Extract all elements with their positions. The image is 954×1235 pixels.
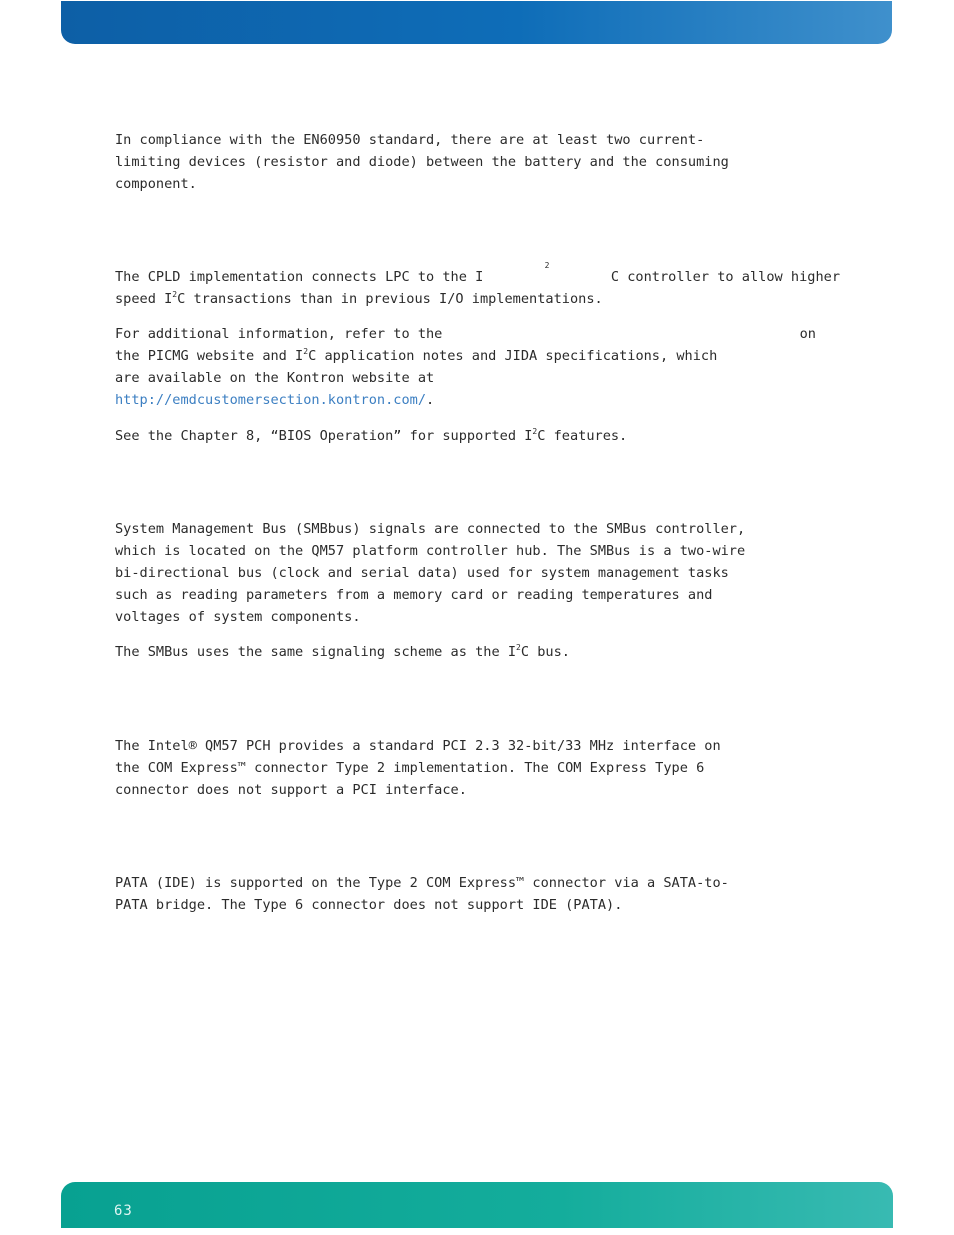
text-line: which is located on the QM57 platform controller hub. The SMBus is a two-wire bbox=[115, 543, 746, 559]
text-line: connector does not support a PCI interface. bbox=[115, 782, 467, 798]
text-line: PATA bridge. The Type 6 connector does not support IDE (PATA). bbox=[115, 897, 623, 913]
superscript: 2 bbox=[172, 290, 178, 299]
text-line: bi-directional bus (clock and serial data) used for system management tasks bbox=[115, 565, 729, 581]
text-line: The Intel® QM57 PCH provides a standard PCI 2.3 32-bit/33 MHz interface on bbox=[115, 738, 721, 754]
smbus-paragraph-signaling bbox=[115, 641, 840, 663]
text-line: The SMBus uses the same signaling scheme as the $I^2C$ bus. bbox=[115, 643, 570, 660]
text-line: PATA (IDE) is supported on the Type 2 COM Express™ connector via a SATA-to- bbox=[115, 875, 729, 891]
i2c-paragraph-cpld bbox=[115, 261, 840, 310]
battery-paragraph bbox=[115, 129, 840, 195]
text-line: limiting devices (resistor and diode) between the battery and the consuming bbox=[115, 154, 729, 170]
text-line: In compliance with the EN60950 standard, there are at least two current- bbox=[115, 132, 705, 148]
text-line: the PICMG website and $I^2C$ application notes and JIDA specifications, which bbox=[115, 347, 718, 364]
header-bar bbox=[61, 1, 892, 44]
i2c-paragraph-bios bbox=[115, 425, 840, 447]
superscript: 2 bbox=[532, 427, 538, 436]
text-line: speed $I^2C$ transactions than in previous I/O implementations. bbox=[115, 290, 603, 307]
text-line: The CPLD implementation connects LPC to the I 2 C controller to allow higher bbox=[115, 266, 840, 288]
i2c-paragraph-references bbox=[115, 323, 840, 411]
page-number: 63 bbox=[114, 1203, 133, 1219]
text-line: are available on the Kontron website at bbox=[115, 370, 435, 386]
text-line: See the Chapter 8, “BIOS Operation” for supported $I^2C$ features. bbox=[115, 427, 628, 444]
superscript: 2 bbox=[516, 643, 521, 652]
pata-paragraph bbox=[115, 872, 840, 916]
text-line: System Management Bus (SMBbus) signals are connected to the SMBus controller, bbox=[115, 521, 746, 537]
text-line: such as reading parameters from a memory card or reading temperatures and bbox=[115, 587, 713, 603]
footer-bar bbox=[61, 1182, 893, 1228]
text-line: the COM Express™ connector Type 2 implementation. The COM Express Type 6 bbox=[115, 760, 705, 776]
text-line: component. bbox=[115, 176, 197, 192]
smbus-paragraph bbox=[115, 518, 840, 628]
superscript: 2 bbox=[544, 261, 550, 270]
text-line: http://emdcustomersection.kontron.com/. bbox=[115, 392, 435, 408]
pci-paragraph bbox=[115, 735, 840, 801]
kontron-website-link[interactable]: http://emdcustomersection.kontron.com/ bbox=[115, 392, 426, 408]
text-line: For additional information, refer to the on bbox=[115, 326, 816, 342]
superscript: 2 bbox=[303, 347, 309, 356]
text-line: voltages of system components. bbox=[115, 609, 361, 625]
